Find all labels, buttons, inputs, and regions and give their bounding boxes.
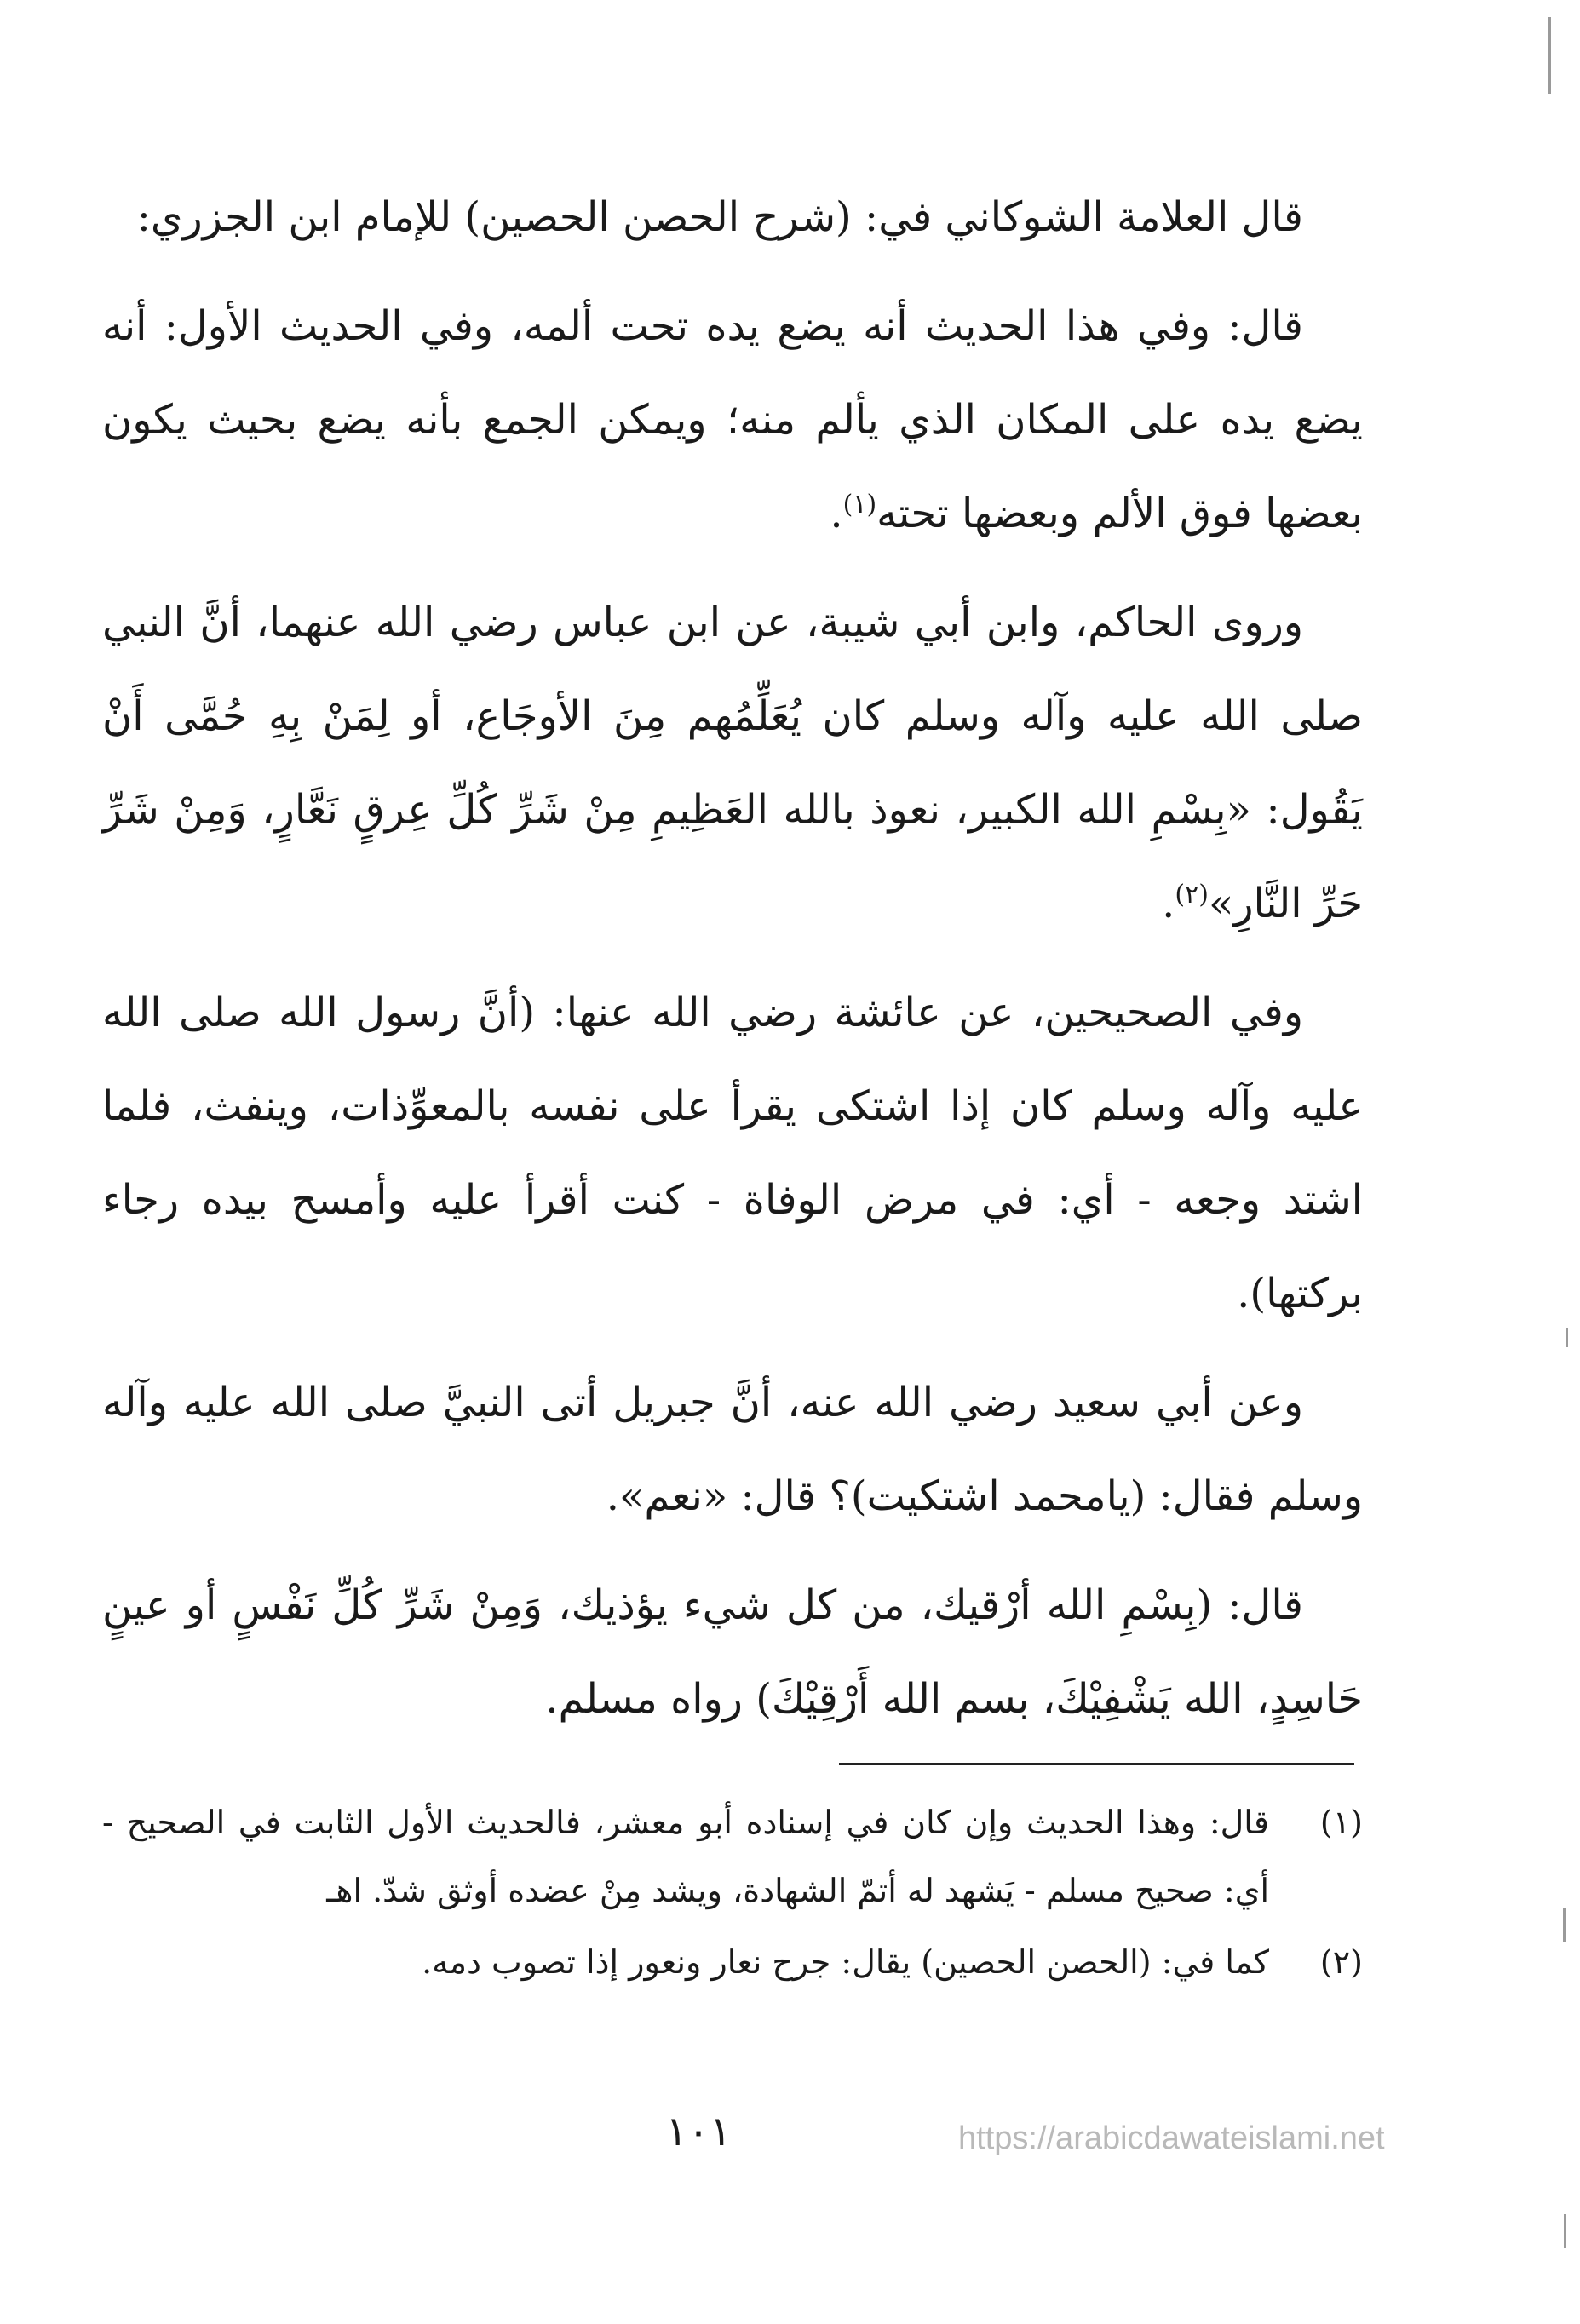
scan-edge-mark (1548, 17, 1551, 94)
scan-edge-mark (1563, 1908, 1566, 1942)
watermark-url: https://arabicdawateislami.net (958, 2120, 1385, 2156)
paragraph-1: قال العلامة الشوكاني في: (شرح الحصن الحصين) للإمام ابن الجزري: (136, 193, 1303, 241)
footnote-text: كما في: (الحصن الحصين) يقال: جرح نعار ونعور إذا تصوب دمه. (422, 1943, 1269, 1981)
footnote-1 (102, 1788, 1363, 1925)
paragraph-3: وروى الحاكم، وابن أبي شيبة، عن ابن عباس رضي الله عنهما، أنَّ النبي صلى الله عليه وآله وسلم كان يُعَلِّمُهم مِنَ الأوجَاع، أو لِمَنْ بِهِ حُمَّى أَنْ يَقُول: «بِسْمِ الله الكبير، نعوذ بالله العَظِيمِ مِنْ شَرِّ كُلِّ عِرقٍ نَعَّارٍ، وَمِنْ شَرِّ حَرِّ النَّارِ»$^{(٢)}$. (102, 599, 1364, 927)
scan-edge-mark (1564, 2214, 1566, 2248)
paragraph-5: وعن أبي سعيد رضي الله عنه، أنَّ جبريل أتى النبيَّ صلى الله عليه وآله وسلم فقال: (يامحمد اشتكيت)؟ قال: «نعم». (102, 1379, 1363, 1520)
page-number: ١٠١ (665, 2108, 732, 2155)
paragraph-6: قال: (بِسْمِ الله أرْقيك، من كل شيء يؤذيك، وَمِنْ شَرِّ كُلِّ نَفْسٍ أو عينٍ حَاسِدٍ، الله يَشْفِيْكَ، بسم الله أَرْقِيْكَ) رواه مسلم. (102, 1581, 1363, 1723)
footnote-text: قال: وهذا الحديث وإن كان في إسناده أبو معشر، فالحديث الأول الثابت في الصحيح - أي: صحيح مسلم - يَشهد له أتمّ الشهادة، ويشد مِنْ عضده أوثق شدّ. اهـ (102, 1804, 1269, 1909)
footnote-2 (102, 1928, 1363, 1996)
paragraph-2: قال: وفي هذا الحديث أنه يضع يده تحت ألمه، وفي الحديث الأول: أنه يضع يده على المكان الذي يألم منه؛ ويمكن الجمع بأنه يضع بحيث يكون بعضها فوق الألم وبعضها تحته$^{(١)}$. (102, 302, 1363, 537)
footnote-number: (١) (1319, 1804, 1363, 1841)
footnote-number: (٢) (1319, 1943, 1363, 1981)
footnotes (102, 1788, 1363, 2000)
footnote-ref-2: (٢) (1175, 880, 1209, 910)
paragraph-4: وفي الصحيحين، عن عائشة رضي الله عنها: (أنَّ رسول الله صلى الله عليه وآله وسلم كان إذا اشتكى يقرأ على نفسه بالمعوِّذات، وينفث، فلما اشتد وجعه - أي: في مرض الوفاة - كنت أقرأ عليه وأمسح بيده رجاء بركتها). (102, 989, 1364, 1317)
footnote-ref-1: (١) (842, 490, 877, 519)
scan-edge-mark (1566, 1328, 1568, 1347)
main-text (102, 170, 1363, 1761)
footnote-separator (839, 1763, 1354, 1765)
